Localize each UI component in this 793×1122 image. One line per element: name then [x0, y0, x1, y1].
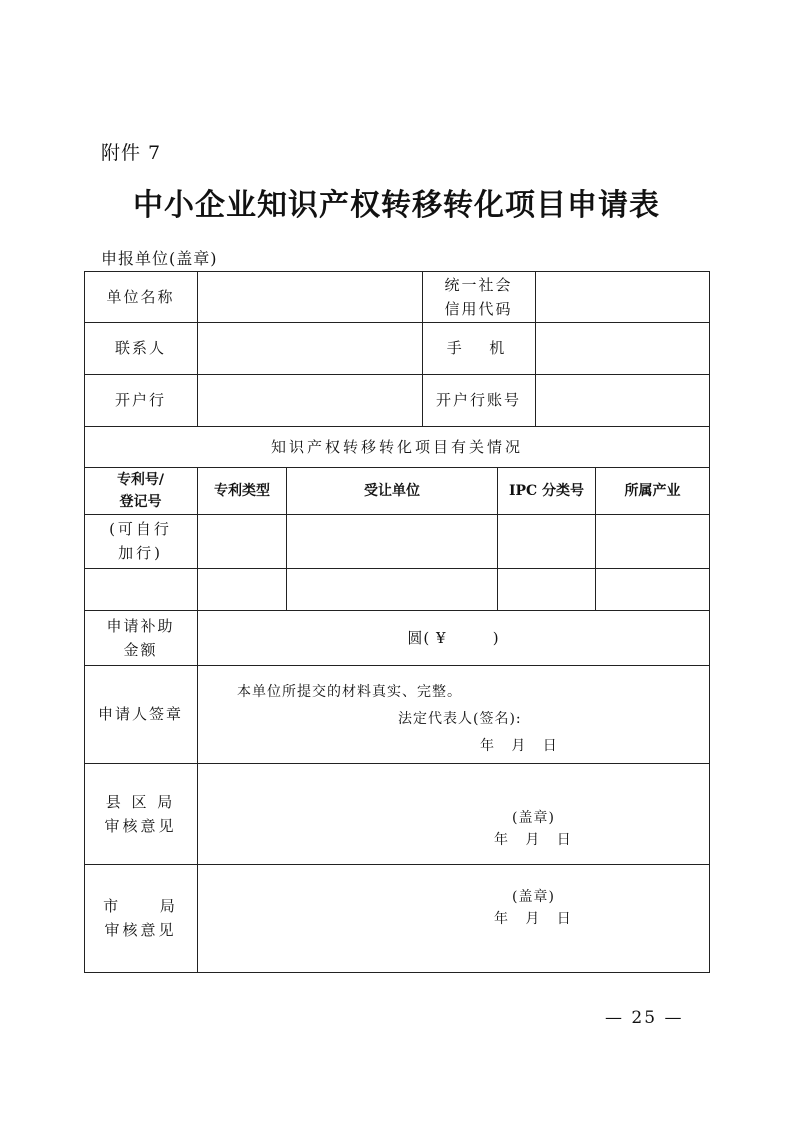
declaration-text: 本单位所提交的材料真实、完整。 [237, 684, 462, 700]
patent-no-line: 登记号 [119, 493, 162, 510]
credit-code-line: 信用代码 [444, 299, 513, 318]
assignee-field[interactable] [287, 514, 497, 568]
ipc-header: IPC 分类号 [508, 482, 585, 499]
ipc-field[interactable] [498, 568, 595, 610]
bank-field[interactable] [198, 374, 422, 426]
bank-account-label: 开户行账号 [435, 391, 521, 409]
credit-code-line: 统一社会 [444, 275, 513, 294]
attachment-label: 附件 7 [101, 142, 162, 164]
subsidy-line: 申请补助 [106, 616, 175, 635]
ipc-field[interactable] [498, 514, 595, 568]
subsidy-label [84, 610, 197, 665]
patent-no-line: 专利号/ [116, 471, 165, 488]
city-review-line: 市 局 [103, 897, 178, 915]
industry-field[interactable] [596, 514, 709, 568]
city-date: 年 月 日 [494, 911, 572, 927]
unit-name-field[interactable] [198, 271, 422, 322]
county-review-line: 县 区 局 [105, 792, 176, 811]
county-seal: (盖章) [512, 810, 555, 826]
patent-type-header: 专利类型 [214, 482, 270, 499]
applicant-line: 申报单位(盖章) [101, 249, 218, 268]
city-seal: (盖章) [512, 889, 555, 905]
signature-label: 申请人签章 [97, 705, 183, 723]
form-title: 中小企业知识产权转移转化项目申请表 [133, 188, 660, 223]
add-rows-line: (可自行 [109, 520, 172, 538]
patent-type-field[interactable] [198, 514, 286, 568]
contact-label: 联系人 [114, 339, 166, 357]
assignee-header: 受让单位 [364, 482, 420, 499]
page-number: — 25 — [605, 1008, 684, 1028]
add-rows-line: 加行) [118, 544, 163, 562]
patent-type-field[interactable] [198, 568, 286, 610]
mobile-field[interactable] [536, 322, 709, 374]
legal-rep-text: 法定代表人(签名): [398, 711, 522, 727]
county-review-label [84, 763, 197, 864]
mobile-label: 手 机 [446, 339, 511, 357]
city-review-label [84, 864, 197, 972]
industry-field[interactable] [596, 568, 709, 610]
contact-field[interactable] [198, 322, 422, 374]
bank-account-field[interactable] [536, 374, 709, 426]
signature-date: 年 月 日 [480, 738, 558, 754]
subsidy-line: 金额 [123, 640, 158, 659]
industry-header: 所属产业 [624, 482, 681, 499]
add-rows-hint [84, 514, 197, 568]
bank-label: 开户行 [114, 391, 166, 409]
patent-no-header [84, 467, 197, 514]
credit-code-label [422, 271, 535, 322]
assignee-field[interactable] [287, 568, 497, 610]
county-date: 年 月 日 [494, 832, 572, 848]
patent-no-field[interactable] [84, 568, 197, 610]
county-review-line: 审核意见 [104, 816, 177, 835]
subsidy-value[interactable]: 圆( ¥ ) [407, 628, 500, 647]
unit-name-label: 单位名称 [106, 287, 175, 306]
section-title: 知识产权转移转化项目有关情况 [270, 437, 523, 456]
credit-code-field[interactable] [536, 271, 709, 322]
city-review-line: 审核意见 [104, 921, 177, 939]
